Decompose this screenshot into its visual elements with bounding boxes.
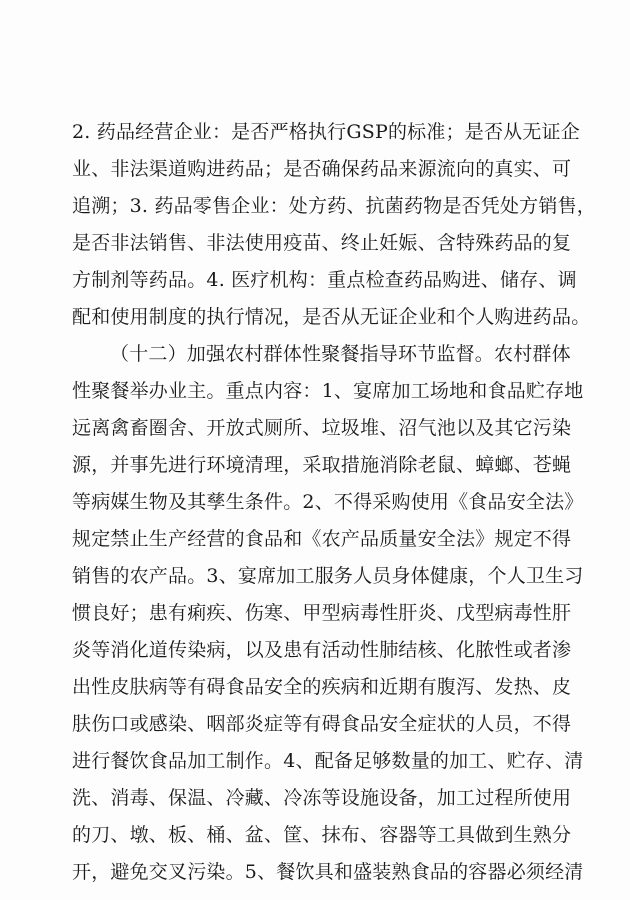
text-line-19: 洗、消毒、保温、冷藏、冷冻等设施设备，加工过程所使用 [72,787,572,809]
text-line-4: 是否非法销售、非法使用疫苗、终止妊娠、含特殊药品的复 [72,232,572,254]
section-heading-line: （十二）加强农村群体性聚餐指导环节监督。农村群体 [110,343,571,365]
text-line-9: 远离禽畜圈舍、开放式厕所、垃圾堆、沼气池以及其它污染 [72,417,572,439]
text-line-6: 配和使用制度的执行情况，是否从无证企业和个人购进药品。 [72,306,591,328]
text-line-2: 业、非法渠道购进药品；是否确保药品来源流向的真实、可 [72,158,572,180]
text-line-15: 炎等消化道传染病，以及患有活动性肺结核、化脓性或者渗 [72,639,572,661]
text-line-17: 肤伤口或感染、咽部炎症等有碍食品安全症状的人员，不得 [72,713,572,735]
text-line-12: 规定禁止生产经营的食品和《农产品质量安全法》规定不得 [72,528,572,550]
text-line-11: 等病媒生物及其孳生条件。2、不得采购使用《食品安全法》 [72,491,584,513]
text-line-13: 销售的农产品。3、宴席加工服务人员身体健康，个人卫生习 [72,565,584,587]
text-line-3: 追溯；3. 药品零售企业：处方药、抗菌药物是否凭处方销售， [72,195,596,217]
text-line-18: 进行餐饮食品加工制作。4、配备足够数量的加工、贮存、清 [72,750,584,772]
text-line-16: 出性皮肤病等有碍食品安全的疾病和近期有腹泻、发热、皮 [72,676,572,698]
text-line-21: 开，避免交叉污染。5、餐饮具和盛装熟食品的容器必须经清 [72,861,584,883]
text-line-8: 性聚餐举办业主。重点内容：1、宴席加工场地和食品贮存地 [72,380,584,402]
text-line-20: 的刀、墩、板、桶、盆、筐、抹布、容器等工具做到生熟分 [72,824,572,846]
text-line-5: 方制剂等药品。4. 医疗机构：重点检查药品购进、储存、调 [72,269,577,291]
text-line-10: 源，并事先进行环境清理，采取措施消除老鼠、蟑螂、苍蝇 [72,454,572,476]
text-line-14: 惯良好；患有痢疾、伤寒、甲型病毒性肝炎、戊型病毒性肝 [72,602,572,624]
text-line-1: 2. 药品经营企业：是否严格执行GSP的标准；是否从无证企 [72,121,580,143]
